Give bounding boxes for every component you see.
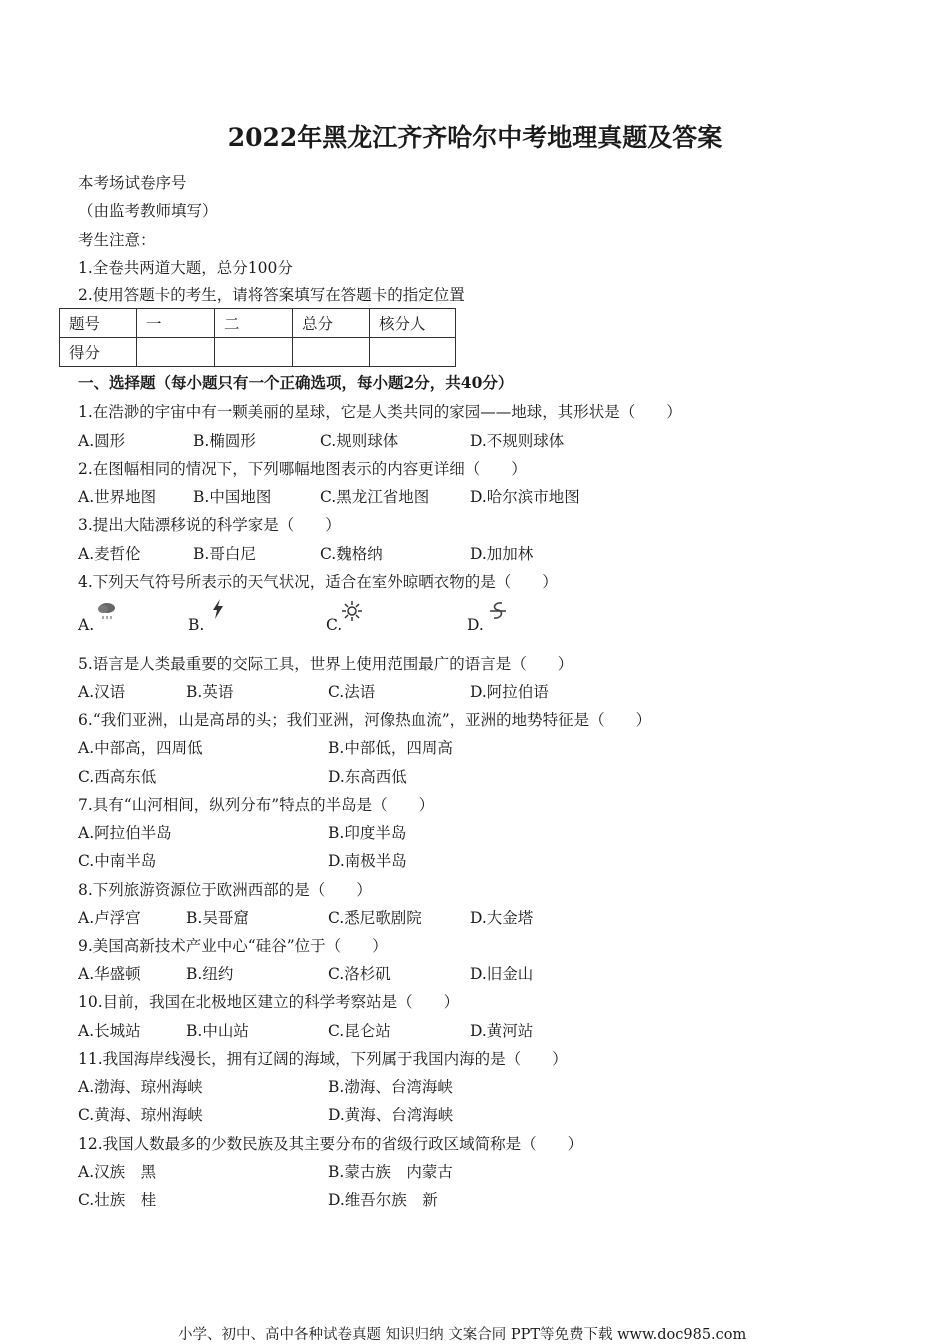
score-table-header: 题号 — [60, 309, 137, 338]
question-12: 12.我国人数最多的少数民族及其主要分布的省级行政区域简称是（ ） — [78, 1135, 584, 1153]
notice-item-1: 1.全卷共两道大题，总分100分 — [78, 259, 293, 277]
score-cell[interactable] — [293, 338, 370, 367]
question-8-option-a: A.卢浮宫 — [78, 909, 141, 927]
question-12-option-a: A.汉族 黑 — [78, 1163, 157, 1181]
question-5-option-c: C.法语 — [328, 683, 376, 701]
question-7: 7.具有“山河相间，纵列分布”特点的半岛是（ ） — [78, 796, 435, 814]
question-8-option-d: D.大金塔 — [470, 909, 534, 927]
question-9-option-a: A.华盛顿 — [78, 965, 141, 983]
question-4-option-b: B. — [188, 616, 205, 634]
candidate-notice-heading: 考生注意： — [78, 231, 156, 249]
question-3-option-a: A.麦哲伦 — [78, 545, 141, 563]
question-6-option-c: C.西高东低 — [78, 768, 157, 786]
question-5-option-a: A.汉语 — [78, 683, 126, 701]
question-10-option-d: D.黄河站 — [470, 1022, 534, 1040]
notice-item-2: 2.使用答题卡的考生，请将答案填写在答题卡的指定位置 — [78, 286, 465, 304]
question-8-option-c: C.悉尼歌剧院 — [328, 909, 422, 927]
question-9-option-b: B.纽约 — [186, 965, 234, 983]
question-3: 3.提出大陆漂移说的科学家是（ ） — [78, 516, 341, 534]
question-10-option-a: A.长城站 — [78, 1022, 141, 1040]
question-2-option-a: A.世界地图 — [78, 488, 157, 506]
question-12-option-d: D.维吾尔族 新 — [328, 1191, 438, 1209]
question-4-option-a: A. — [78, 616, 95, 634]
score-cell[interactable] — [215, 338, 293, 367]
question-5-option-b: B.英语 — [186, 683, 234, 701]
question-8: 8.下列旅游资源位于欧洲西部的是（ ） — [78, 881, 372, 899]
question-12-option-b: B.蒙古族 内蒙古 — [328, 1163, 453, 1181]
question-5-option-d: D.阿拉伯语 — [470, 683, 549, 701]
section-heading-multiple-choice: 一、选择题（每小题只有一个正确选项，每小题2分，共40分） — [78, 373, 514, 392]
question-1-option-d: D.不规则球体 — [470, 432, 565, 450]
score-table-header: 总分 — [293, 309, 370, 338]
question-10-option-c: C.昆仑站 — [328, 1022, 391, 1040]
question-11-option-a: A.渤海、琼州海峡 — [78, 1078, 203, 1096]
score-table-score-row — [60, 338, 456, 367]
question-10-option-b: B.中山站 — [186, 1022, 249, 1040]
question-4-option-d: D. — [467, 616, 484, 634]
question-7-option-c: C.中南半岛 — [78, 852, 157, 870]
question-1-option-a: A.圆形 — [78, 432, 126, 450]
rain-cloud-icon — [94, 599, 118, 623]
lightning-icon — [206, 597, 230, 621]
score-table-header: 核分人 — [370, 309, 456, 338]
question-11-option-d: D.黄海、台湾海峡 — [328, 1106, 454, 1124]
page-footer-advert: 小学、初中、高中各种试卷真题 知识归纳 文案合同 PPT等免费下载 www.doc985.com — [178, 1327, 747, 1343]
question-11-option-c: C.黄海、琼州海峡 — [78, 1106, 203, 1124]
page-title: 2022年黑龙江齐齐哈尔中考地理真题及答案 — [227, 123, 723, 152]
sandstorm-icon — [486, 599, 510, 623]
question-11: 11.我国海岸线漫长，拥有辽阔的海域，下列属于我国内海的是（ ） — [78, 1050, 568, 1068]
question-9-option-d: D.旧金山 — [470, 965, 534, 983]
score-table-header: 一 — [137, 309, 215, 338]
question-4-option-c: C. — [326, 616, 343, 634]
score-table-header: 二 — [215, 309, 293, 338]
question-6-option-d: D.东高西低 — [328, 768, 407, 786]
score-row-label: 得分 — [60, 338, 137, 367]
question-3-option-d: D.加加林 — [470, 545, 534, 563]
proctor-fill-note: （由监考教师填写） — [78, 202, 218, 220]
question-11-option-b: B.渤海、台湾海峡 — [328, 1078, 453, 1096]
question-2-option-b: B.中国地图 — [193, 488, 272, 506]
question-7-option-d: D.南极半岛 — [328, 852, 407, 870]
sun-icon — [340, 599, 364, 623]
question-9-option-c: C.洛杉矶 — [328, 965, 391, 983]
question-6: 6.“我们亚洲，山是高昂的头；我们亚洲，河像热血流”，亚洲的地势特征是（ ） — [78, 711, 652, 729]
question-3-option-c: C.魏格纳 — [320, 545, 383, 563]
score-table — [59, 308, 456, 367]
question-9: 9.美国高新技术产业中心“硅谷”位于（ ） — [78, 937, 388, 955]
question-6-option-b: B.中部低，四周高 — [328, 739, 453, 757]
question-7-option-b: B.印度半岛 — [328, 824, 407, 842]
question-2: 2.在图幅相同的情况下，下列哪幅地图表示的内容更详细（ ） — [78, 460, 527, 478]
question-12-option-c: C.壮族 桂 — [78, 1191, 157, 1209]
question-2-option-d: D.哈尔滨市地图 — [470, 488, 580, 506]
question-1: 1.在浩渺的宇宙中有一颗美丽的星球，它是人类共同的家园——地球，其形状是（ ） — [78, 403, 682, 421]
question-6-option-a: A.中部高，四周低 — [78, 739, 203, 757]
question-10: 10.目前，我国在北极地区建立的科学考察站是（ ） — [78, 993, 460, 1011]
question-2-option-c: C.黑龙江省地图 — [320, 488, 430, 506]
exam-room-serial-label: 本考场试卷序号 — [78, 174, 187, 192]
score-cell[interactable] — [370, 338, 456, 367]
question-4: 4.下列天气符号所表示的天气状况，适合在室外晾晒衣物的是（ ） — [78, 573, 558, 591]
question-8-option-b: B.吴哥窟 — [186, 909, 249, 927]
question-1-option-c: C.规则球体 — [320, 432, 399, 450]
question-5: 5.语言是人类最重要的交际工具，世界上使用范围最广的语言是（ ） — [78, 655, 574, 673]
question-7-option-a: A.阿拉伯半岛 — [78, 824, 172, 842]
question-3-option-b: B.哥白尼 — [193, 545, 256, 563]
question-1-option-b: B.椭圆形 — [193, 432, 256, 450]
score-cell[interactable] — [137, 338, 215, 367]
score-table-header-row — [60, 309, 456, 338]
